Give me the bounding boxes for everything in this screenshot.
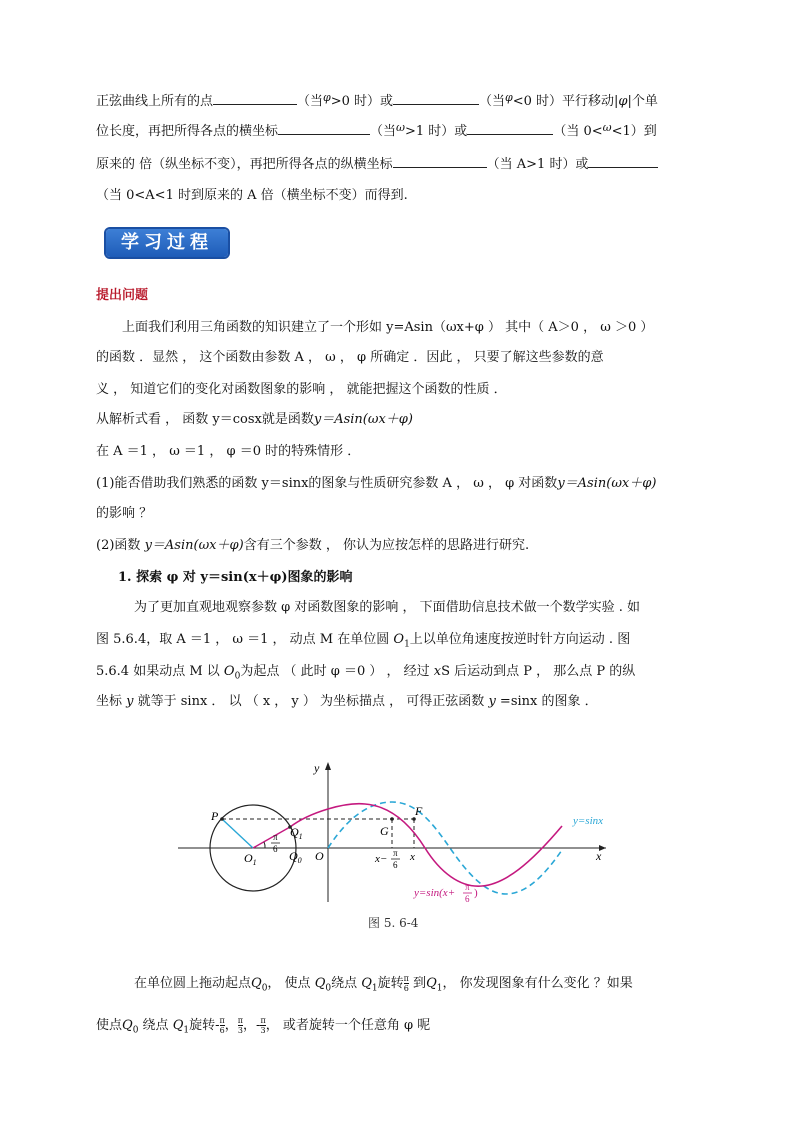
text: 含有三个参数 ， 你认为应按怎样的思路进行研究. (243, 538, 530, 553)
subsection-title: 提出问题 (96, 288, 149, 303)
text: |φ| (614, 94, 632, 109)
text: 图 5.6.4，取 A ＝1 ， ω ＝1 ， 动点 M 在单位圆 (96, 632, 394, 647)
text: ， 你发现图象有什么变化 ？如果 (442, 976, 633, 991)
fraction: $\frac{\pi}{3}$ (260, 1016, 266, 1035)
para1-line2 (96, 120, 657, 139)
text: Q (122, 1018, 133, 1033)
blank-6[interactable] (588, 155, 658, 168)
label-G: G (380, 824, 389, 838)
fraction: $\frac{\pi}{3}$ (237, 1016, 244, 1035)
blank-3[interactable] (278, 122, 370, 135)
text: ω (396, 121, 406, 134)
text: (1)能否借助我们熟悉的函数 y＝sinx的图象与性质研究参数 A ， ω ， φ 对函数 (96, 476, 558, 491)
text: Q (426, 976, 437, 991)
shifted-label-den: 6 (465, 894, 470, 904)
text: （当 (370, 124, 397, 139)
text: 1 (404, 639, 410, 650)
formula: y＝Asin(ωx＋φ) (313, 412, 413, 427)
label-F: F (415, 804, 423, 818)
label-Q1: $Q_1$ (290, 825, 303, 841)
text: （当 (297, 94, 324, 109)
text: Q (172, 1018, 184, 1033)
text: 从解析式看 ， 函数 y＝cosx就是函数 (96, 412, 314, 427)
label-Q0: $Q_0$ (289, 849, 302, 865)
text: 绕点 (331, 976, 362, 991)
label-O1: $O_1$ (244, 851, 257, 867)
label-x-tick: x (410, 851, 415, 863)
text: ， (224, 1018, 238, 1033)
text: >1 时）或 (405, 124, 468, 139)
text: 就等于 sinx ． 以 （ x ， y ） 为坐标描点 ， 可得正弦函数 (133, 694, 489, 709)
label-O: O (315, 849, 324, 863)
text: =sinx 的图象 ． (495, 694, 598, 709)
question-1-cont: 的影响 ？ (96, 506, 153, 521)
text: φ (323, 91, 331, 104)
text: <0 时）平行移动 (512, 94, 615, 109)
text: 0 (132, 1025, 139, 1036)
y-axis-label: y (314, 761, 320, 775)
blank-1[interactable] (213, 92, 297, 105)
text: 1 (183, 1025, 190, 1036)
text: 绕点 (138, 1018, 173, 1033)
x-axis-label: x (596, 849, 602, 863)
question-1 (96, 472, 656, 491)
angle-arc (264, 842, 265, 848)
blank-4[interactable] (467, 122, 553, 135)
radius-Q1 (253, 827, 290, 848)
text: 正弦曲线上所有的点 (96, 94, 214, 109)
text: ，- (243, 1018, 261, 1033)
body-p2-line2: 在 A ＝1 ， ω ＝1 ， φ ＝0 时的特殊情形 ． (96, 444, 361, 459)
body-p1-line2: 的函数 ．显然 ， 这个函数由参数 A ， ω ， φ 所确定 ．因此 ， 只要了解这些参数的意 (96, 350, 604, 365)
shifted-label-close: ) (474, 887, 478, 899)
x-minus-den: 6 (393, 860, 398, 870)
text: 在单位圆上拖动起点 (134, 976, 252, 991)
text: （当 (479, 94, 506, 109)
text: y (126, 694, 134, 709)
bottom-line2 (96, 1014, 430, 1036)
shifted-label-num: π (465, 882, 470, 892)
explore-line2 (96, 628, 630, 650)
text: O (223, 664, 235, 679)
text: 0 (261, 983, 268, 994)
point-P (220, 817, 224, 821)
explore-line4 (96, 690, 598, 709)
shifted-label: y=sin(x+ (414, 887, 456, 899)
text: 位长度，再把所得各点的横坐标 (96, 124, 279, 139)
text: <1）到 (611, 124, 657, 139)
text: （当 0<A<1 时到原来的 A 倍（横坐标不变）而得到. (96, 188, 408, 203)
label-P: P (211, 809, 219, 823)
para1-line4 (96, 184, 408, 203)
body-p1-line3: 义 ， 知道它们的变化对函数图象的影响 ， 就能把握这个函数的性质 ． (96, 382, 507, 397)
para1-line1 (96, 90, 658, 109)
explore-line1: 为了更加直观地观察参数 φ 对函数图象的影响 ， 下面借助信息技术做一个数学实验 . 如 (134, 600, 641, 615)
text: 个单 (631, 94, 658, 109)
text: >0 时）或 (330, 94, 394, 109)
text: (2)函数 (96, 538, 145, 553)
blank-5[interactable] (393, 155, 487, 168)
text: Q (361, 976, 372, 991)
question-2 (96, 534, 529, 553)
text: 使点 (96, 1018, 123, 1033)
text: 1 (371, 983, 378, 994)
blank-2[interactable] (393, 92, 479, 105)
text: （当 0< (553, 124, 603, 139)
text: 原来的 倍（纵坐标不变），再把所得各点的纵横坐标 (96, 157, 393, 172)
sinx-label: y=sinx (573, 815, 604, 827)
text: S 后运动到点 P ， 那么点 P 的纵 (441, 664, 636, 679)
text: φ (505, 91, 513, 104)
body-p2-line1 (96, 408, 413, 427)
text: 旋转 (377, 976, 404, 991)
text: O (393, 632, 405, 647)
text: ， 或者旋转一个任意角 φ 呢 (265, 1018, 431, 1033)
text: 坐标 (96, 694, 127, 709)
radius-P (222, 819, 253, 848)
fraction: $\frac{\pi}{6}$ (219, 1016, 225, 1035)
text: ， 使点 (267, 976, 315, 991)
text: 到 (408, 976, 427, 991)
angle-den: 6 (273, 844, 278, 854)
text: 0 (325, 983, 332, 994)
text: ω (602, 121, 612, 134)
text: y (488, 694, 496, 709)
text: （当 A>1 时）或 (486, 157, 589, 172)
text: 5.6.4 如果动点 M 以 (96, 664, 224, 679)
formula: y＝Asin(ωx＋φ) (557, 476, 657, 491)
section-header: 学习过程 (106, 229, 228, 257)
text: 1 (436, 983, 443, 994)
text: Q (314, 976, 326, 991)
point-G (390, 817, 394, 821)
para1-line3 (96, 153, 658, 172)
label-x-minus: x− (375, 853, 388, 865)
text: 0 (234, 671, 241, 682)
angle-num: π (273, 832, 278, 842)
formula: y＝Asin(ωx＋φ) (144, 538, 244, 553)
explore-line3 (96, 660, 635, 682)
text: x (433, 664, 442, 679)
body-p1-line1: 上面我们利用三角函数的知识建立了一个形如 y=Asin（ωx+φ ） 其中（ A＞0 ， ω ＞0 ） (122, 320, 654, 335)
explore-title: 1. 探索 φ 对 y＝sin(x＋φ)图象的影响 (118, 570, 353, 585)
x-minus-num: π (393, 848, 398, 858)
text: 为起点 （ 此时 φ ＝0 ） ， 经过 (240, 664, 434, 679)
fraction: $\frac{\pi}{6}$ (403, 974, 409, 993)
text: Q (251, 976, 262, 991)
text: 上以单位角速度按逆时针方向运动 . 图 (409, 632, 631, 647)
text: 旋转- (189, 1018, 220, 1033)
sine-shift-figure (0, 752, 794, 912)
figure-caption: 图 5. 6-4 (368, 916, 419, 930)
y-axis-arrow (325, 762, 331, 770)
bottom-line1 (134, 972, 633, 994)
